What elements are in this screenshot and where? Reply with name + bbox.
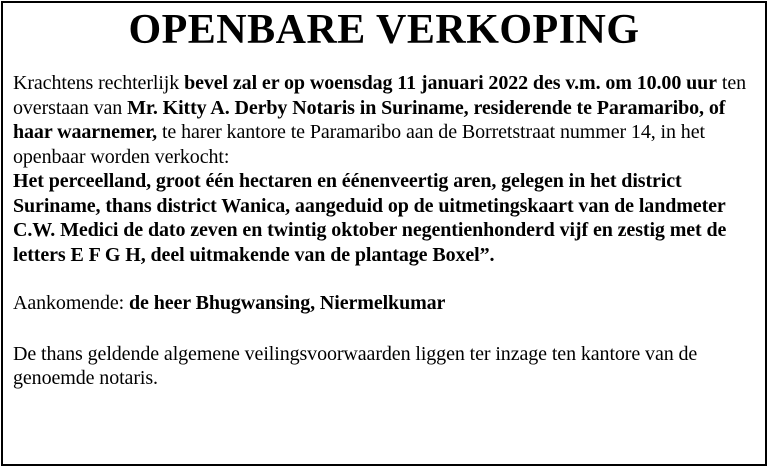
buyer-name: de heer Bhugwansing, Niermelkumar <box>124 292 446 314</box>
notary-text: Mr. Kitty A. Derby Notaris in Suriname, residerende te Paramaribo, of haar waarnemer, <box>13 96 726 143</box>
notice-title: OPENBARE VERKOPING <box>128 7 640 53</box>
intro-text: Krachtens rechterlijk <box>13 72 185 94</box>
paragraph-spacer <box>13 267 755 291</box>
conditions-paragraph: De thans geldende algemene veilingsvoorwaarden liggen ter inzage ten kantore van de genoemde notaris. <box>13 342 698 389</box>
paragraph-spacer <box>13 316 755 342</box>
property-description: Het perceelland, groot één hectaren en éénenveertig aren, gelegen in het district Suriname, thans district Wanica, aangeduid op de uitmetingskaart van de landmeter C.W. Medici de dato zeven en twintig oktober negentienhonderd vijf en zestig met de letters E F G H, deel uitmakende van de plantage Boxel”. <box>13 170 727 266</box>
buyer-label: Aankomende: <box>13 292 125 314</box>
auction-notice <box>1 1 767 466</box>
office-location-text: te harer kantore te Paramaribo aan de Borretstraat nummer 14, in het openbaar worden verkocht: <box>13 121 705 168</box>
sale-details-paragraph <box>13 71 755 267</box>
sale-date-text: bevel zal er op woensdag 11 januari 2022 des v.m. om 10.00 uur <box>184 72 717 94</box>
notice-body <box>13 71 755 391</box>
before-text: ten overstaan van <box>13 72 747 119</box>
buyer-line <box>13 291 755 316</box>
